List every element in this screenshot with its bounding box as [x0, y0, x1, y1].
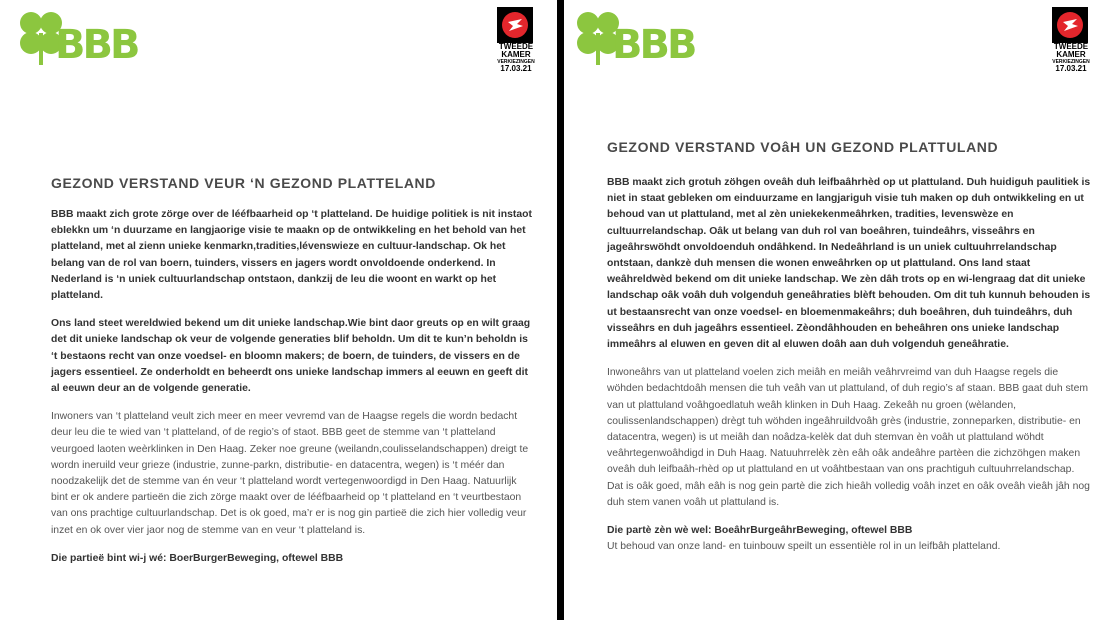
paragraph-3: Inwoners van ‘t platteland veult zich meer en meer vevremd van de Haagse regels die wordn bedacht deur leu die te wied van ‘t platteland, of de regio’s of staot. BBB geet de stemme van ‘t platteland veurgoed laoten weèrklinken in Den Haag. Zeker noe greune (weilandn,coulisselandschappen) dreigt te wordn ineruild veur grieze (industrie, zunne-parkn, distributie- en datacentra, wegen) is ‘t méér dan noodzakelijk det de stemme van én veur ‘t platteland wordt vertegenwoordigd in Den Haag. Natuurlijk bint er ok andere partieën die zich zörge maakt over de lééfbaarheid op ‘t platteland en ‘t veurtbestaon van ons prachtige cultuurlandschap. Det is ok goed, ma’r er is nog gin partieë die zich hier volledig veur inzet en ok over vier jaor nog de stemme van en veur ‘t platteland is.	[51, 411, 529, 536]
badge-line2: KAMER	[501, 50, 531, 59]
badge-line2: KAMER	[1056, 50, 1086, 59]
logo-text: BBB	[55, 22, 138, 68]
paragraph-3: Die partè zèn wè wel: BoeâhrBurgeâhrBeweging, oftewel BBB	[607, 525, 913, 537]
badge-emblem	[497, 7, 533, 43]
badge-date: 17.03.21	[1055, 64, 1087, 73]
paragraph-2: Inwoneâhrs van ut platteland voelen zich meiâh en meiâh veâhrvreimd van duh Haagse regels die wöhden bedachtdoâh mensen die tuh veâh van ut plattuland, of duh regio’s af staan. BBB gaat duh stem van ut plattuland voâhgoedlatuh weâh klinken in Duh Haag. Zekeâh nu groen (wèlanden, coulissenlandschappen) drègt tuh wöhden ingeâhruildvoâh grès (industrie, zonneparken, distributie- en datacentra, wegen) is ut meiâh dan noâdza-kelèk dat duh stemvan èn voâh ut plattuland wöhdt veâhrtegenwoâhdigd in Duh Haag. Natuuhrrelèk zèn eâh oâk andeâhre partèen die zichzöhgen maken oveâh duh leifbaâh-rhèd op ut plattuland en ut voâhtbestaan van ons prachtiguh cultuuhrrelandschap. Dat is oâk goed, mâh eâh is nog gein partè die zich hieâh volledig voâh inzet en oâk oveâh vieâh jâh nog duh stem vanen voâh ut plattuland is.	[607, 367, 1090, 508]
body-text	[51, 207, 535, 567]
election-badge	[1052, 7, 1090, 73]
election-badge	[497, 7, 535, 73]
badge-line1: TWEEDE	[498, 42, 534, 51]
page-title: GEZOND VERSTAND VEUR ‘N GEZOND PLATTELAND	[51, 175, 436, 191]
bbb-logo	[574, 8, 694, 68]
document-page-right	[564, 0, 1104, 620]
badge-line1: TWEEDE	[1053, 42, 1089, 51]
logo-text: BBB	[612, 22, 695, 68]
badge-line3: VERKIEZINGEN	[1052, 59, 1090, 65]
page-title: GEZOND VERSTAND VOâH UN GEZOND PLATTULAND	[607, 139, 999, 155]
emblem-icon	[1055, 10, 1085, 40]
paragraph-2: Ons land steet wereldwied bekend um dit unieke landschap.Wie bint daor greuts op en wilt graag det dit unieke landschap ok veur de volgende generaties blif beholdn. Um dit te kun’n beholdn is ‘t bestaons recht van onze voedsel- en bloomn makers; de boern, de tuinders, de vissers en de jagers essentieel. Ze onderholdt en beheerdt ons unieke landschap immers al eeuwn en geeft dit al eeuwn deur an de volgende generatie.	[51, 318, 531, 395]
bbb-logo	[17, 8, 137, 68]
page-divider	[557, 0, 564, 620]
badge-emblem	[1052, 7, 1088, 43]
badge-date: 17.03.21	[500, 64, 532, 73]
paragraph-1: BBB maakt zich grotuh zöhgen oveâh duh leifbaâhrhèd op ut plattuland. Duh huidiguh paulitiek is niet in staat gebleken om einduurzame en langjariguh visie tuh maken op duh ontwikkeling en ut behoud van ut plattuland, met al zèn uniekekenmeâhrken, tradities, levenswèze en cultuurrelandschap. Oâk ut belang van duh rol van boeâhren, tuindeâhrs, visseâhrs en jageâhrswöhdt onvoldoenduh ondâhkend. In Nedeâhrland is un uniek cultuuhrrelandschap ontstaan, dankzè duh mensen die wonen enweâhrken op ut plattuland. Ons land staat weâhreldwèd bekend om dit unieke landschap. We zèn dâh trots op en wi-lengraag dat dit unieke landschap oâk voâh duh volgenduh geneâhraties blèft behouden. Om dit tuh kunnuh behouden is ut bestaansrecht van onze voedsel- en bloemenmakeâhrs; duh boeâhren, duh tuindeâhrs, duh visseâhrs en duh jageâhrs essentieel. Zèondâhhouden en beheâhren ons unieke landschap immeâhrs al eluwen en geven dit al eluwen doâh aan duh volgenduh geneâhratie.	[607, 177, 1091, 351]
paragraph-4: Ut behoud van onze land- en tuinbouw speilt un essentièle rol in un leifbâh platteland.	[607, 541, 1001, 553]
badge-line3: VERKIEZINGEN	[497, 59, 535, 65]
body-text	[607, 175, 1091, 567]
paragraph-4: Die partieë bint wi-j wé: BoerBurgerBeweging, oftewel BBB	[51, 552, 344, 564]
paragraph-1: BBB maakt zich grote zörge over de lééfbaarheid op ‘t platteland. De huidige politiek is nit instaot ebIekkn um ‘n duurzame en langjaorige visie te maakn op de ontwikkeling en het behold van het platteland, met al zienn unieke kenmarkn,tradities,lévenswieze en cultuur-landschap. Ok het belang van de rol van boern, tuinders, vissers en jagers wordt onvoldoende onderkend. In Nederland is ‘n uniek cultuurlandschap ontstaon, dankzij de leu die woont en warkt op het platteland.	[51, 209, 532, 302]
emblem-icon	[500, 10, 530, 40]
